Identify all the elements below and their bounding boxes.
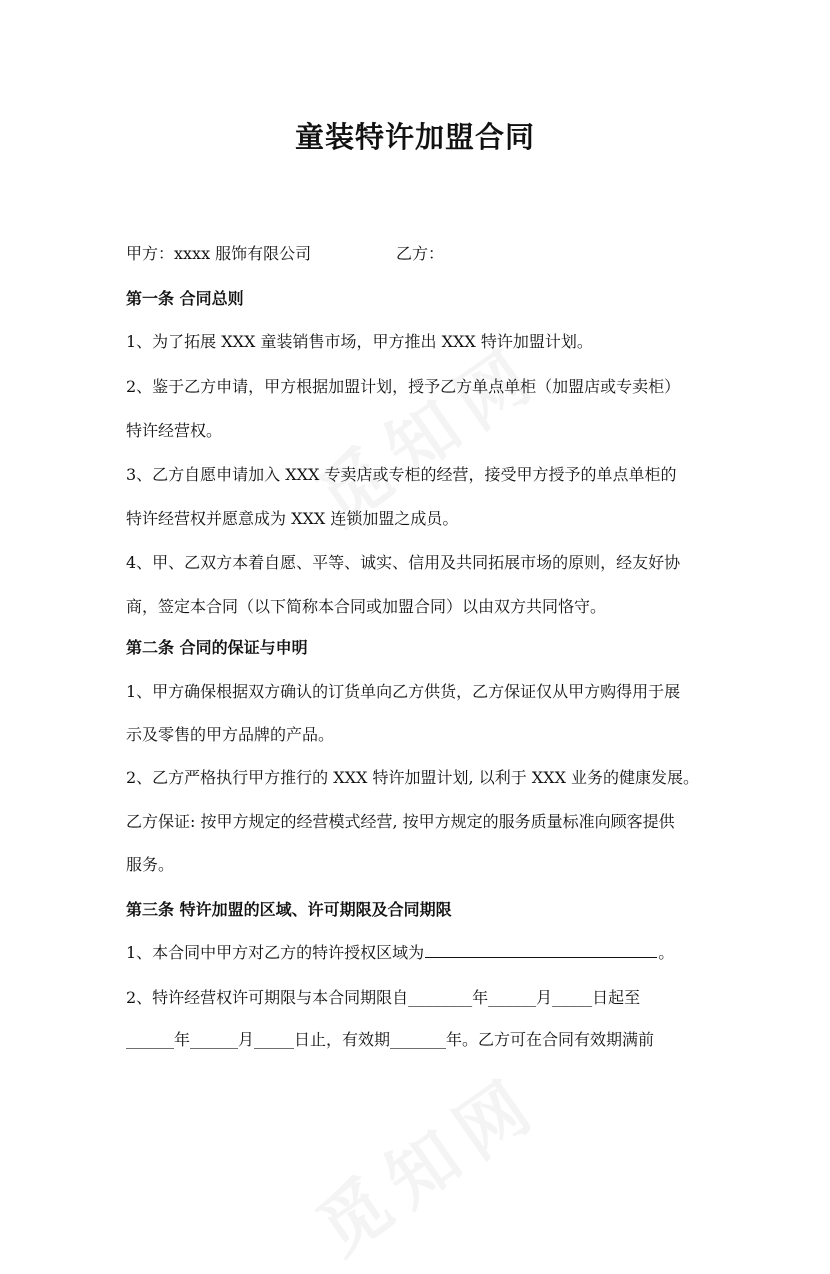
clause-text: 1、本合同中甲方对乙方的特许授权区域为 bbox=[126, 943, 425, 962]
document-title: 童装特许加盟合同 bbox=[294, 120, 535, 154]
paragraph-line: 2、鉴于乙方申请，甲方根据加盟计划，授予乙方单点单柜（加盟店或专卖柜） bbox=[126, 377, 681, 396]
paragraph-line: 1、甲方确保根据双方确认的订货单向乙方供货，乙方保证仅从甲方购得用于展 bbox=[126, 682, 681, 701]
paragraph-line: 4、甲、乙双方本着自愿、平等、诚实、信用及共同拓展市场的原则，经友好协 bbox=[126, 553, 681, 572]
paragraph-line: 特许经营权。 bbox=[126, 421, 223, 440]
paragraph-line: 商，签定本合同（以下简称本合同或加盟合同）以由双方共同恪守。 bbox=[126, 597, 607, 616]
paragraph-line: 乙方保证: 按甲方规定的经营模式经营, 按甲方规定的服务质量标准向顾客提供 bbox=[126, 812, 675, 831]
paragraph-line: 3、乙方自愿申请加入 XXX 专卖店或专柜的经营，接受甲方授予的单点单柜的 bbox=[126, 465, 677, 484]
paragraph-line: 1、为了拓展 XXX 童装销售市场，甲方推出 XXX 特许加盟计划。 bbox=[126, 332, 593, 351]
watermark-bottom bbox=[294, 1047, 558, 1274]
paragraph-line: 2、特许经营权许可期限与本合同期限自________年______月_____日起至 bbox=[126, 988, 641, 1007]
section-heading: 第三条 特许加盟的区域、许可期限及合同期限 bbox=[126, 900, 452, 919]
paragraph-line-with-blank bbox=[126, 943, 716, 963]
paragraph-line: ______年______月_____日止，有效期_______年。乙方可在合同有效期满前 bbox=[126, 1030, 655, 1049]
fill-in-blank bbox=[425, 943, 657, 958]
party-a: 甲方：xxxx 服饰有限公司 bbox=[126, 244, 312, 263]
paragraph-line: 2、乙方严格执行甲方推行的 XXX 特许加盟计划, 以利于 XXX 业务的健康发展。 bbox=[126, 768, 700, 787]
section-heading: 第一条 合同总则 bbox=[126, 289, 244, 308]
clause-end: 。 bbox=[658, 943, 675, 962]
paragraph-line: 特许经营权并愿意成为 XXX 连锁加盟之成员。 bbox=[126, 509, 459, 528]
paragraph-line: 服务。 bbox=[126, 855, 175, 874]
party-b: 乙方： bbox=[396, 244, 445, 263]
paragraph-line: 示及零售的甲方品牌的产品。 bbox=[126, 725, 335, 744]
section-heading: 第二条 合同的保证与申明 bbox=[126, 638, 308, 657]
